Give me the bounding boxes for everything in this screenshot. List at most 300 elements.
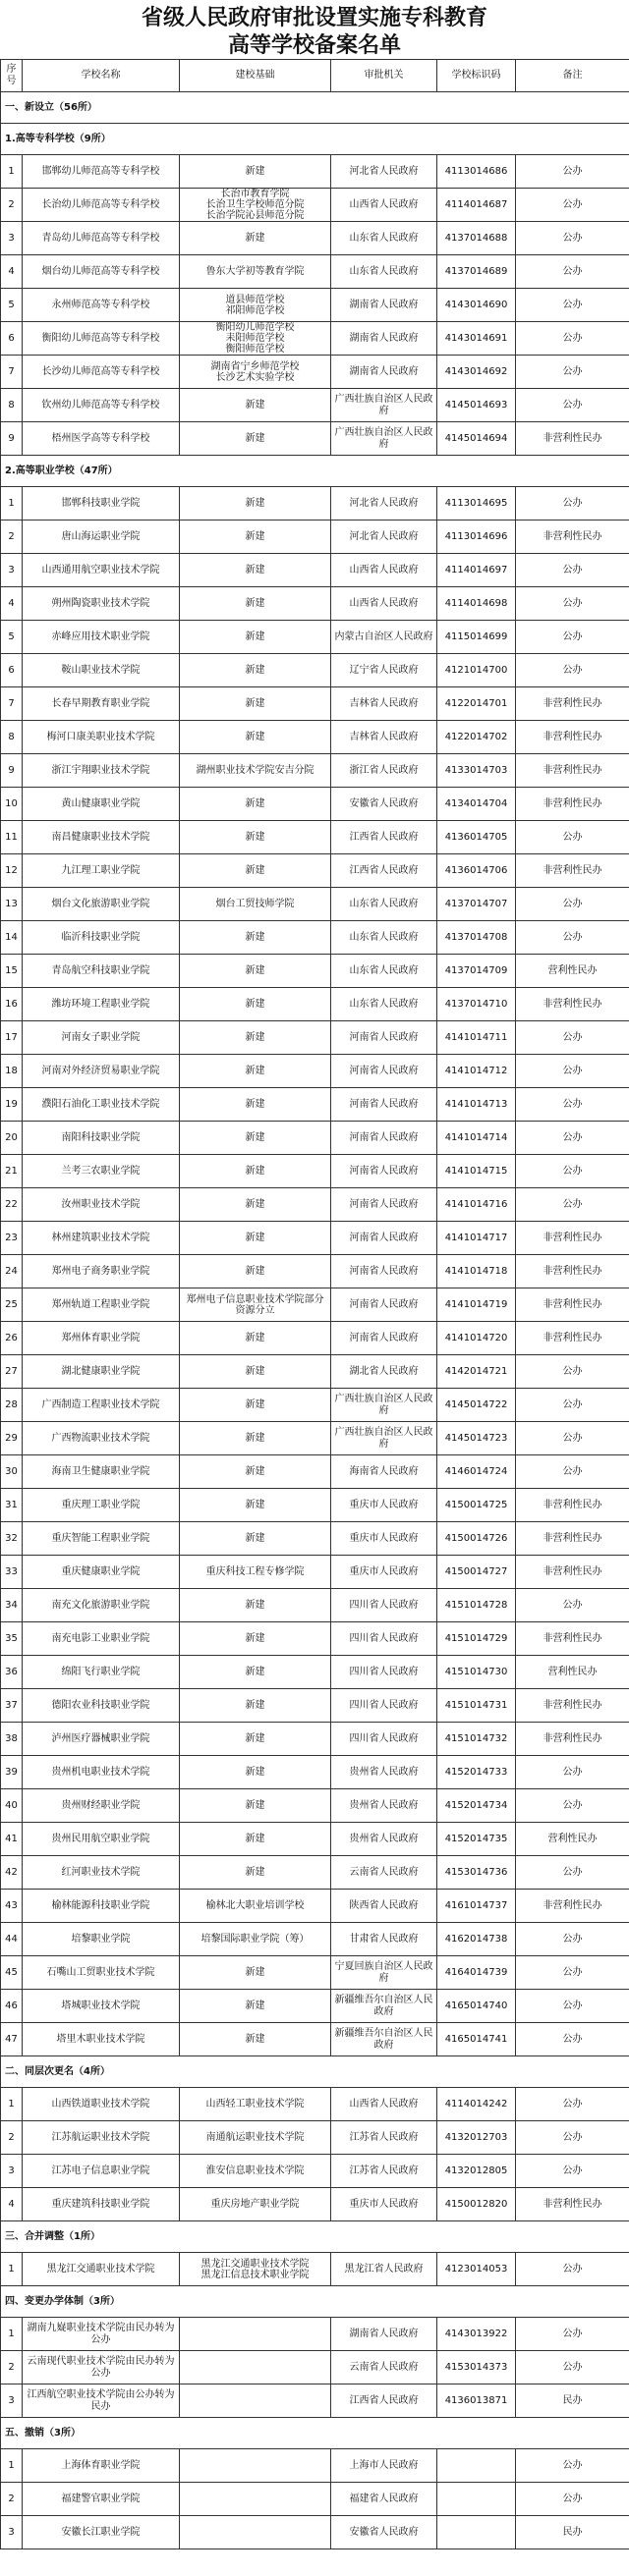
- foundation: 衡阳幼儿师范学校 耒阳师范学校 衡阳师范学校: [180, 322, 331, 356]
- table-row: [1, 1656, 629, 1689]
- remarks: 公办: [516, 1422, 629, 1455]
- foundation: 新建: [180, 1122, 331, 1155]
- approval-authority: 黑龙江省人民政府: [331, 2253, 437, 2286]
- foundation: 新建: [180, 721, 331, 754]
- remarks: 公办: [516, 1055, 629, 1088]
- row-index: 9: [1, 422, 23, 456]
- table-row: [1, 1021, 629, 1055]
- row-index: 21: [1, 1155, 23, 1188]
- foundation: 新建: [180, 955, 331, 988]
- approval-authority: 河南省人民政府: [331, 1222, 437, 1255]
- foundation: 重庆房地产职业学院: [180, 2188, 331, 2221]
- foundation: 新建: [180, 587, 331, 621]
- remarks: 非营利性民办: [516, 988, 629, 1021]
- school-code: 4141014713: [437, 1088, 516, 1122]
- group-header: [1, 124, 629, 155]
- remarks: 公办: [516, 1188, 629, 1222]
- row-index: 25: [1, 1288, 23, 1322]
- school-name: 福建警官职业学院: [23, 2483, 180, 2516]
- school-name: 衡阳幼儿师范高等专科学校: [23, 322, 180, 356]
- school-name: 南昌健康职业技术学院: [23, 821, 180, 854]
- school-code: 4152014734: [437, 1789, 516, 1823]
- school-code: [437, 2516, 516, 2549]
- table-row: [1, 1255, 629, 1288]
- school-name: 德阳农业科技职业学院: [23, 1689, 180, 1723]
- table-row: [1, 1923, 629, 1956]
- remarks: 公办: [516, 1021, 629, 1055]
- school-code: 4143014691: [437, 322, 516, 356]
- remarks: 公办: [516, 2023, 629, 2056]
- approval-authority: 四川省人民政府: [331, 1723, 437, 1756]
- foundation: 新建: [180, 788, 331, 821]
- school-name: 烟台幼儿师范高等专科学校: [23, 255, 180, 289]
- table-body: [1, 92, 629, 2549]
- foundation: 新建: [180, 1055, 331, 1088]
- row-index: 3: [1, 554, 23, 587]
- school-code: 4151014732: [437, 1723, 516, 1756]
- school-code: 4141014717: [437, 1222, 516, 1255]
- school-name: 重庆建筑科技职业学院: [23, 2188, 180, 2221]
- row-index: 18: [1, 1055, 23, 1088]
- remarks: 公办: [516, 888, 629, 921]
- row-index: 19: [1, 1088, 23, 1122]
- table-row: [1, 189, 629, 222]
- remarks: 非营利性民办: [516, 1222, 629, 1255]
- row-index: 1: [1, 155, 23, 189]
- school-name: 黑龙江交通职业技术学院: [23, 2253, 180, 2286]
- foundation: 培黎国际职业学院（筹）: [180, 1923, 331, 1956]
- foundation: 新建: [180, 1255, 331, 1288]
- remarks: 非营利性民办: [516, 721, 629, 754]
- foundation: 郑州电子信息职业技术学院部分资源分立: [180, 1288, 331, 1322]
- row-index: 29: [1, 1422, 23, 1455]
- school-code: 4151014728: [437, 1589, 516, 1622]
- school-name: 鞍山职业技术学院: [23, 654, 180, 687]
- school-code: 4137014688: [437, 222, 516, 255]
- school-code: 4145014722: [437, 1389, 516, 1422]
- school-code: 4150014726: [437, 1522, 516, 1556]
- remarks: 非营利性民办: [516, 1322, 629, 1355]
- school-code: 4143013922: [437, 2318, 516, 2351]
- table-row: [1, 487, 629, 521]
- foundation: [180, 2449, 331, 2483]
- approval-authority: 辽宁省人民政府: [331, 654, 437, 687]
- table-row: [1, 1522, 629, 1556]
- row-index: 1: [1, 2088, 23, 2121]
- school-code: 4113014686: [437, 155, 516, 189]
- remarks: 公办: [516, 487, 629, 521]
- row-index: 40: [1, 1789, 23, 1823]
- row-index: 12: [1, 854, 23, 888]
- school-code: 4165014741: [437, 2023, 516, 2056]
- filing-table: [0, 59, 629, 2549]
- group-title: 2.高等职业学校（47所）: [1, 456, 629, 487]
- row-index: 8: [1, 389, 23, 422]
- row-index: 38: [1, 1723, 23, 1756]
- row-index: 11: [1, 821, 23, 854]
- foundation: 新建: [180, 1389, 331, 1422]
- remarks: 公办: [516, 821, 629, 854]
- remarks: 公办: [516, 2155, 629, 2188]
- table-row: [1, 521, 629, 554]
- table-row: [1, 2121, 629, 2155]
- table-row: [1, 2318, 629, 2351]
- row-index: 2: [1, 2351, 23, 2384]
- remarks: 非营利性民办: [516, 1556, 629, 1589]
- school-name: 湖北健康职业学院: [23, 1355, 180, 1389]
- group-title: 1.高等专科学校（9所）: [1, 124, 629, 155]
- school-code: 4146014724: [437, 1455, 516, 1489]
- school-name: 长春早期教育职业学院: [23, 687, 180, 721]
- remarks: 民办: [516, 2516, 629, 2549]
- row-index: 7: [1, 356, 23, 389]
- table-row: [1, 754, 629, 788]
- remarks: 公办: [516, 2318, 629, 2351]
- school-name: 长治幼儿师范高等专科学校: [23, 189, 180, 222]
- section-header: [1, 2221, 629, 2253]
- approval-authority: 重庆市人民政府: [331, 1489, 437, 1522]
- school-name: 安徽长江职业学院: [23, 2516, 180, 2549]
- header-school-code: 学校标识码: [437, 60, 516, 92]
- table-row: [1, 788, 629, 821]
- row-index: 5: [1, 289, 23, 322]
- approval-authority: 宁夏回族自治区人民政府: [331, 1956, 437, 1990]
- foundation: 新建: [180, 222, 331, 255]
- approval-authority: 山西省人民政府: [331, 2088, 437, 2121]
- foundation: 南通航运职业技术学院: [180, 2121, 331, 2155]
- table-header: [1, 60, 629, 92]
- school-name: 九江理工职业学院: [23, 854, 180, 888]
- table-row: [1, 1956, 629, 1990]
- row-index: 3: [1, 2384, 23, 2418]
- table-row: [1, 587, 629, 621]
- school-name: 钦州幼儿师范高等专科学校: [23, 389, 180, 422]
- remarks: 公办: [516, 2351, 629, 2384]
- remarks: 公办: [516, 255, 629, 289]
- table-row: [1, 1055, 629, 1088]
- header-school-name: 学校名称: [23, 60, 180, 92]
- remarks: 公办: [516, 356, 629, 389]
- approval-authority: 河南省人民政府: [331, 1055, 437, 1088]
- remarks: 公办: [516, 389, 629, 422]
- school-code: 4121014700: [437, 654, 516, 687]
- approval-authority: 贵州省人民政府: [331, 1789, 437, 1823]
- approval-authority: 河南省人民政府: [331, 1122, 437, 1155]
- approval-authority: 山东省人民政府: [331, 222, 437, 255]
- table-row: [1, 1355, 629, 1389]
- school-code: 4115014699: [437, 621, 516, 654]
- approval-authority: 海南省人民政府: [331, 1455, 437, 1489]
- school-name: 广西制造工程职业技术学院: [23, 1389, 180, 1422]
- foundation: [180, 2351, 331, 2384]
- table-row: [1, 1088, 629, 1122]
- foundation: 新建: [180, 1656, 331, 1689]
- remarks: 公办: [516, 1455, 629, 1489]
- school-name: 红河职业技术学院: [23, 1856, 180, 1890]
- school-code: 4114014697: [437, 554, 516, 587]
- remarks: 公办: [516, 1956, 629, 1990]
- foundation: 新建: [180, 821, 331, 854]
- remarks: 公办: [516, 621, 629, 654]
- school-code: 4150012820: [437, 2188, 516, 2221]
- approval-authority: 湖南省人民政府: [331, 322, 437, 356]
- table-row: [1, 854, 629, 888]
- table-row: [1, 1689, 629, 1723]
- school-code: 4151014731: [437, 1689, 516, 1723]
- remarks: 公办: [516, 1355, 629, 1389]
- school-code: 4141014712: [437, 1055, 516, 1088]
- foundation: 新建: [180, 1990, 331, 2023]
- school-code: 4136014705: [437, 821, 516, 854]
- foundation: [180, 2384, 331, 2418]
- remarks: 公办: [516, 554, 629, 587]
- table-row: [1, 2188, 629, 2221]
- approval-authority: 河南省人民政府: [331, 1288, 437, 1322]
- school-code: 4123014053: [437, 2253, 516, 2286]
- approval-authority: 吉林省人民政府: [331, 721, 437, 754]
- row-index: 16: [1, 988, 23, 1021]
- foundation: 道县师范学校 祁阳师范学校: [180, 289, 331, 322]
- school-name: 潍坊环境工程职业学院: [23, 988, 180, 1021]
- approval-authority: 河南省人民政府: [331, 1155, 437, 1188]
- remarks: 公办: [516, 1923, 629, 1956]
- approval-authority: 四川省人民政府: [331, 1656, 437, 1689]
- document-title: [0, 0, 629, 59]
- remarks: 公办: [516, 2121, 629, 2155]
- school-code: 4113014696: [437, 521, 516, 554]
- school-code: 4133014703: [437, 754, 516, 788]
- foundation: 新建: [180, 487, 331, 521]
- school-name: 郑州电子商务职业学院: [23, 1255, 180, 1288]
- row-index: 7: [1, 687, 23, 721]
- row-index: 4: [1, 587, 23, 621]
- school-code: 4137014709: [437, 955, 516, 988]
- row-index: 39: [1, 1756, 23, 1789]
- school-name: 塔城职业技术学院: [23, 1990, 180, 2023]
- row-index: 36: [1, 1656, 23, 1689]
- row-index: 4: [1, 2188, 23, 2221]
- foundation: 新建: [180, 921, 331, 955]
- approval-authority: 江苏省人民政府: [331, 2121, 437, 2155]
- foundation: 新建: [180, 1188, 331, 1222]
- school-name: 青岛航空科技职业学院: [23, 955, 180, 988]
- row-index: 6: [1, 654, 23, 687]
- school-code: 4161014737: [437, 1890, 516, 1923]
- row-index: 1: [1, 2253, 23, 2286]
- foundation: 新建: [180, 422, 331, 456]
- table-row: [1, 654, 629, 687]
- row-index: 13: [1, 888, 23, 921]
- school-code: 4137014710: [437, 988, 516, 1021]
- school-code: 4162014738: [437, 1923, 516, 1956]
- school-name: 云南现代职业技术学院由民办转为公办: [23, 2351, 180, 2384]
- table-row: [1, 1890, 629, 1923]
- school-code: 4132012805: [437, 2155, 516, 2188]
- school-name: 河南女子职业学院: [23, 1021, 180, 1055]
- foundation: 新建: [180, 1088, 331, 1122]
- table-row: [1, 422, 629, 456]
- remarks: 非营利性民办: [516, 2188, 629, 2221]
- school-name: 江西航空职业技术学院由公办转为民办: [23, 2384, 180, 2418]
- school-code: 4114014687: [437, 189, 516, 222]
- table-row: [1, 687, 629, 721]
- school-name: 绵阳飞行职业学院: [23, 1656, 180, 1689]
- row-index: 20: [1, 1122, 23, 1155]
- approval-authority: 山东省人民政府: [331, 888, 437, 921]
- table-row: [1, 2384, 629, 2418]
- remarks: 非营利性民办: [516, 1890, 629, 1923]
- remarks: 公办: [516, 1990, 629, 2023]
- approval-authority: 内蒙古自治区人民政府: [331, 621, 437, 654]
- table-row: [1, 155, 629, 189]
- table-row: [1, 322, 629, 356]
- table-row: [1, 921, 629, 955]
- school-code: 4151014730: [437, 1656, 516, 1689]
- approval-authority: 湖南省人民政府: [331, 289, 437, 322]
- row-index: 9: [1, 754, 23, 788]
- school-code: 4141014711: [437, 1021, 516, 1055]
- foundation: 新建: [180, 854, 331, 888]
- foundation: 新建: [180, 1455, 331, 1489]
- row-index: 45: [1, 1956, 23, 1990]
- foundation: 新建: [180, 1155, 331, 1188]
- table-row: [1, 955, 629, 988]
- school-code: 4141014718: [437, 1255, 516, 1288]
- school-name: 邯郸幼儿师范高等专科学校: [23, 155, 180, 189]
- remarks: 公办: [516, 1589, 629, 1622]
- table-row: [1, 721, 629, 754]
- school-code: 4137014707: [437, 888, 516, 921]
- approval-authority: 河南省人民政府: [331, 1322, 437, 1355]
- table-row: [1, 554, 629, 587]
- section-header: [1, 2286, 629, 2318]
- approval-authority: 河南省人民政府: [331, 1188, 437, 1222]
- school-name: 石嘴山工贸职业技术学院: [23, 1956, 180, 1990]
- remarks: 公办: [516, 921, 629, 955]
- table-row: [1, 888, 629, 921]
- remarks: 非营利性民办: [516, 687, 629, 721]
- table-row: [1, 356, 629, 389]
- table-row: [1, 1489, 629, 1522]
- school-name: 榆林能源科技职业学院: [23, 1890, 180, 1923]
- table-row: [1, 2516, 629, 2549]
- school-code: 4122014701: [437, 687, 516, 721]
- school-code: 4141014720: [437, 1322, 516, 1355]
- row-index: 6: [1, 322, 23, 356]
- foundation: 湖南省宁乡师范学校 长沙艺术实验学校: [180, 356, 331, 389]
- school-code: 4137014689: [437, 255, 516, 289]
- table-row: [1, 222, 629, 255]
- remarks: 非营利性民办: [516, 1622, 629, 1656]
- row-index: 33: [1, 1556, 23, 1589]
- foundation: 新建: [180, 1622, 331, 1656]
- row-index: 43: [1, 1890, 23, 1923]
- school-code: 4134014704: [437, 788, 516, 821]
- remarks: 非营利性民办: [516, 1689, 629, 1723]
- remarks: 公办: [516, 2253, 629, 2286]
- approval-authority: 山东省人民政府: [331, 955, 437, 988]
- section-header: [1, 92, 629, 124]
- row-index: 42: [1, 1856, 23, 1890]
- section-title: 五、撤销（3所）: [1, 2418, 629, 2449]
- table-row: [1, 1723, 629, 1756]
- title-line-2: 高等学校备案名单: [227, 32, 401, 58]
- table-row: [1, 2483, 629, 2516]
- approval-authority: 河北省人民政府: [331, 155, 437, 189]
- foundation: 山西轻工职业技术学院: [180, 2088, 331, 2121]
- row-index: 47: [1, 2023, 23, 2056]
- row-index: 41: [1, 1823, 23, 1856]
- remarks: 公办: [516, 289, 629, 322]
- remarks: 非营利性民办: [516, 1288, 629, 1322]
- table-row: [1, 1856, 629, 1890]
- approval-authority: 福建省人民政府: [331, 2483, 437, 2516]
- row-index: 2: [1, 521, 23, 554]
- table-row: [1, 621, 629, 654]
- row-index: 10: [1, 788, 23, 821]
- school-code: 4150014727: [437, 1556, 516, 1589]
- school-name: 烟台文化旅游职业学院: [23, 888, 180, 921]
- school-code: 4152014733: [437, 1756, 516, 1789]
- foundation: 新建: [180, 988, 331, 1021]
- foundation: 鲁东大学初等教育学院: [180, 255, 331, 289]
- foundation: 重庆科技工程专修学院: [180, 1556, 331, 1589]
- row-index: 1: [1, 2449, 23, 2483]
- table-row: [1, 1556, 629, 1589]
- table-row: [1, 289, 629, 322]
- approval-authority: 重庆市人民政府: [331, 1522, 437, 1556]
- school-code: 4143014692: [437, 356, 516, 389]
- row-index: 35: [1, 1622, 23, 1656]
- school-name: 山西通用航空职业技术学院: [23, 554, 180, 587]
- foundation: 榆林北大职业培训学校: [180, 1890, 331, 1923]
- school-name: 南阳科技职业学院: [23, 1122, 180, 1155]
- approval-authority: 吉林省人民政府: [331, 687, 437, 721]
- school-code: 4132012703: [437, 2121, 516, 2155]
- approval-authority: 四川省人民政府: [331, 1622, 437, 1656]
- school-code: 4165014740: [437, 1990, 516, 2023]
- school-code: 4143014690: [437, 289, 516, 322]
- remarks: 营利性民办: [516, 1823, 629, 1856]
- row-index: 4: [1, 255, 23, 289]
- remarks: 公办: [516, 587, 629, 621]
- school-code: [437, 2483, 516, 2516]
- remarks: 公办: [516, 2483, 629, 2516]
- approval-authority: 上海市人民政府: [331, 2449, 437, 2483]
- approval-authority: 河南省人民政府: [331, 1021, 437, 1055]
- foundation: 新建: [180, 1756, 331, 1789]
- school-code: 4136014706: [437, 854, 516, 888]
- row-index: 32: [1, 1522, 23, 1556]
- row-index: 34: [1, 1589, 23, 1622]
- school-name: 梅河口康美职业技术学院: [23, 721, 180, 754]
- approval-authority: 河南省人民政府: [331, 1088, 437, 1122]
- approval-authority: 河北省人民政府: [331, 487, 437, 521]
- foundation: [180, 2483, 331, 2516]
- table-row: [1, 821, 629, 854]
- row-index: 3: [1, 222, 23, 255]
- approval-authority: 山西省人民政府: [331, 189, 437, 222]
- row-index: 24: [1, 1255, 23, 1288]
- table-row: [1, 1122, 629, 1155]
- remarks: 公办: [516, 222, 629, 255]
- approval-authority: 河北省人民政府: [331, 521, 437, 554]
- table-row: [1, 1622, 629, 1656]
- foundation: 新建: [180, 1789, 331, 1823]
- school-name: 广西物流职业技术学院: [23, 1422, 180, 1455]
- foundation: 新建: [180, 1355, 331, 1389]
- school-code: 4141014719: [437, 1288, 516, 1322]
